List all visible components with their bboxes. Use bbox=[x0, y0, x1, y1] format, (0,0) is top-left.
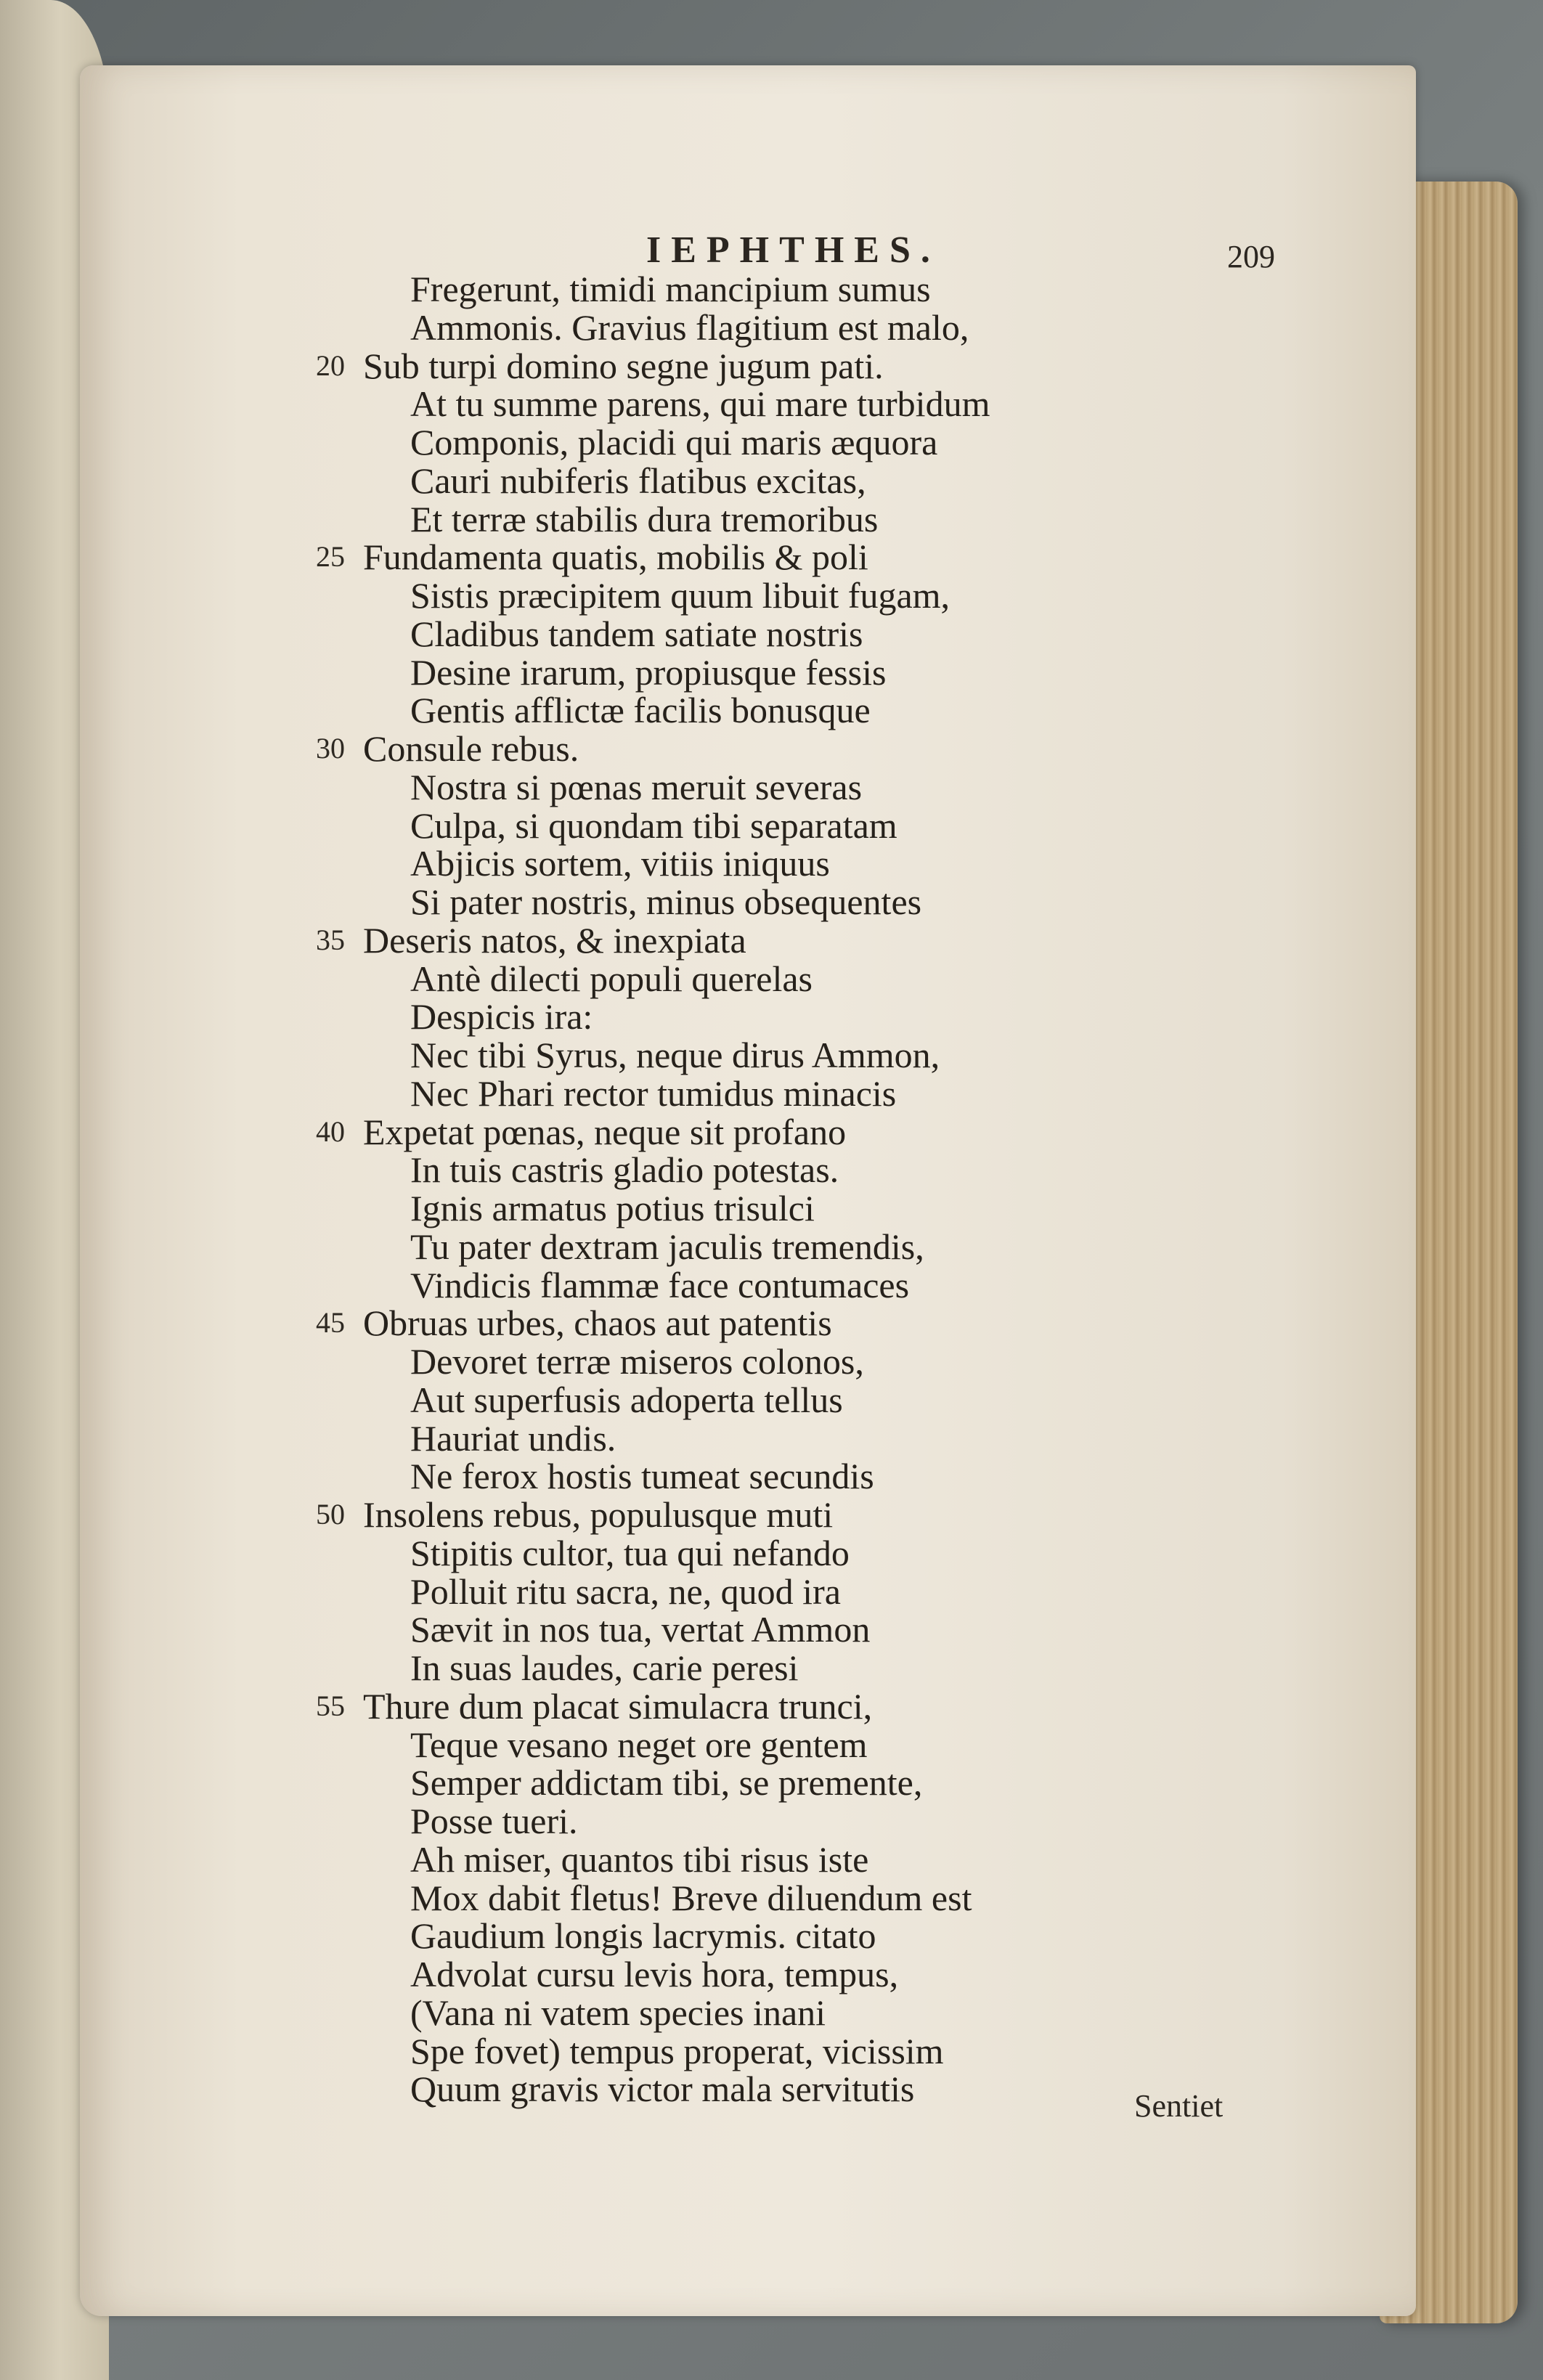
verse-text: Culpa, si quondam tibi separatam bbox=[410, 804, 897, 846]
line-number: 25 bbox=[316, 540, 345, 574]
page-number: 209 bbox=[1227, 239, 1275, 274]
verse-line bbox=[356, 1649, 1445, 1687]
verse-line bbox=[356, 576, 1445, 615]
verse-text: Vindicis flammæ face contumaces bbox=[410, 1264, 910, 1305]
verse-text: Antè dilecti populi querelas bbox=[410, 958, 813, 999]
verse-line bbox=[356, 1228, 1445, 1266]
verse-line bbox=[356, 844, 1445, 883]
verse-line bbox=[356, 653, 1445, 692]
verse-block bbox=[316, 269, 1445, 2110]
running-title: IEPHTHES. bbox=[646, 229, 940, 271]
verse-text: Semper addictam tibi, se premente, bbox=[410, 1762, 923, 1804]
verse-line bbox=[356, 1726, 1445, 1764]
verse-text: Et terræ stabilis dura tremoribus bbox=[410, 498, 879, 539]
verse-line bbox=[356, 1802, 1445, 1841]
verse-line bbox=[356, 1879, 1445, 1918]
verse-text: Despicis ira: bbox=[410, 996, 593, 1038]
verse-text: Gentis afflictæ facilis bonusque bbox=[410, 690, 871, 731]
verse-line bbox=[316, 345, 1445, 386]
verse-text: Si pater nostris, minus obsequentes bbox=[410, 881, 922, 922]
verse-text: Ne ferox hostis tumeat secundis bbox=[410, 1456, 874, 1497]
verse-text: Fregerunt, timidi mancipium sumus bbox=[410, 269, 931, 309]
verse-text: Cladibus tandem satiate nostris bbox=[410, 613, 863, 654]
verse-text: Posse tueri. bbox=[410, 1801, 578, 1841]
verse-text: Tu pater dextram jaculis tremendis, bbox=[410, 1226, 924, 1267]
verse-line bbox=[316, 1685, 1445, 1727]
verse-line bbox=[356, 1266, 1445, 1305]
verse-line bbox=[356, 500, 1445, 539]
verse-line bbox=[356, 306, 1445, 348]
verse-text: Gaudium longis lacrymis. citato bbox=[410, 1915, 876, 1957]
verse-text: Advolat cursu levis hora, tempus, bbox=[410, 1954, 899, 1994]
verse-line bbox=[356, 1838, 1445, 1880]
verse-line bbox=[356, 385, 1445, 423]
verse-text: Consule rebus. bbox=[363, 728, 579, 769]
verse-line bbox=[356, 1072, 1445, 1114]
verse-line bbox=[316, 728, 1445, 769]
verse-line bbox=[356, 1381, 1445, 1419]
verse-line bbox=[356, 1955, 1445, 1994]
verse-line bbox=[356, 1534, 1445, 1573]
verse-line bbox=[356, 960, 1445, 998]
verse-text: In suas laudes, carie peresi bbox=[410, 1647, 799, 1688]
verse-line bbox=[356, 2032, 1445, 2071]
verse-text: Quum gravis victor mala servitutis bbox=[410, 2069, 915, 2110]
verse-line bbox=[356, 462, 1445, 500]
verse-text: Thure dum placat simulacra trunci, bbox=[363, 1685, 873, 1727]
verse-text: Mox dabit fletus! Breve diluendum est bbox=[410, 1877, 972, 1918]
verse-line bbox=[316, 919, 1445, 961]
line-number: 50 bbox=[316, 1498, 345, 1531]
verse-text: Sub turpi domino segne jugum pati. bbox=[363, 345, 884, 386]
verse-text: Sævit in nos tua, vertat Ammon bbox=[410, 1609, 871, 1650]
verse-line bbox=[356, 2070, 1445, 2108]
verse-line bbox=[316, 1494, 1445, 1535]
verse-line bbox=[356, 1036, 1445, 1075]
verse-line bbox=[356, 1610, 1445, 1649]
verse-line bbox=[316, 537, 1445, 578]
verse-line bbox=[356, 1764, 1445, 1802]
verse-line bbox=[356, 691, 1445, 730]
verse-line bbox=[356, 1151, 1445, 1189]
book-page bbox=[80, 65, 1416, 2316]
verse-line bbox=[356, 804, 1445, 846]
verse-line bbox=[356, 1457, 1445, 1496]
verse-text: Nec tibi Syrus, neque dirus Ammon, bbox=[410, 1035, 940, 1075]
verse-text: Teque vesano neget ore gentem bbox=[410, 1724, 868, 1765]
line-number: 35 bbox=[316, 923, 345, 956]
verse-line bbox=[356, 883, 1445, 921]
verse-line bbox=[356, 1342, 1445, 1381]
verse-text: Ah miser, quantos tibi risus iste bbox=[410, 1838, 869, 1880]
verse-line bbox=[356, 270, 1445, 309]
verse-line bbox=[356, 1419, 1445, 1458]
verse-text: Ammonis. Gravius flagitium est malo, bbox=[410, 306, 969, 348]
verse-text: Nec Phari rector tumidus minacis bbox=[410, 1072, 897, 1114]
verse-line bbox=[356, 1189, 1445, 1228]
line-number: 55 bbox=[316, 1689, 345, 1722]
verse-line bbox=[356, 1570, 1445, 1612]
verse-text: Obruas urbes, chaos aut patentis bbox=[363, 1303, 832, 1344]
line-number: 40 bbox=[316, 1114, 345, 1148]
verse-text: Fundamenta quatis, mobilis & poli bbox=[363, 537, 868, 578]
verse-line bbox=[356, 615, 1445, 653]
line-number: 45 bbox=[316, 1306, 345, 1340]
verse-text: Polluit ritu sacra, ne, quod ira bbox=[410, 1570, 841, 1612]
verse-line bbox=[356, 998, 1445, 1036]
verse-text: Stipitis cultor, tua qui nefando bbox=[410, 1532, 850, 1573]
verse-text: Desine irarum, propiusque fessis bbox=[410, 651, 887, 693]
verse-line bbox=[356, 768, 1445, 807]
verse-text: Expetat pœnas, neque sit profano bbox=[363, 1111, 847, 1152]
verse-line bbox=[356, 1994, 1445, 2032]
catchword: Sentiet bbox=[1134, 2088, 1224, 2124]
verse-text: Deseris natos, & inexpiata bbox=[363, 919, 746, 961]
verse-text: Spe fovet) tempus properat, vicissim bbox=[410, 2030, 944, 2071]
verse-text: In tuis castris gladio potestas. bbox=[410, 1149, 839, 1191]
verse-line bbox=[356, 423, 1445, 462]
verse-text: Componis, placidi qui maris æquora bbox=[410, 422, 938, 462]
verse-text: Hauriat undis. bbox=[410, 1417, 616, 1459]
verse-line bbox=[316, 1111, 1445, 1152]
line-number: 30 bbox=[316, 732, 345, 765]
verse-text: (Vana ni vatem species inani bbox=[410, 1992, 826, 2033]
verse-text: Insolens rebus, populusque muti bbox=[363, 1494, 834, 1535]
verse-text: Devoret terræ miseros colonos, bbox=[410, 1341, 864, 1382]
verse-text: Cauri nubiferis flatibus excitas, bbox=[410, 460, 866, 501]
verse-line bbox=[316, 1303, 1445, 1344]
verse-text: At tu summe parens, qui mare turbidum bbox=[410, 383, 990, 425]
verse-text: Sistis præcipitem quum libuit fugam, bbox=[410, 575, 950, 616]
verse-line bbox=[356, 1917, 1445, 1955]
verse-text: Aut superfusis adoperta tellus bbox=[410, 1379, 843, 1420]
verse-text: Abjicis sortem, vitiis iniquus bbox=[410, 843, 830, 884]
verse-text: Nostra si pœnas meruit severas bbox=[410, 766, 863, 807]
verse-text: Ignis armatus potius trisulci bbox=[410, 1188, 815, 1228]
line-number: 20 bbox=[316, 349, 345, 382]
